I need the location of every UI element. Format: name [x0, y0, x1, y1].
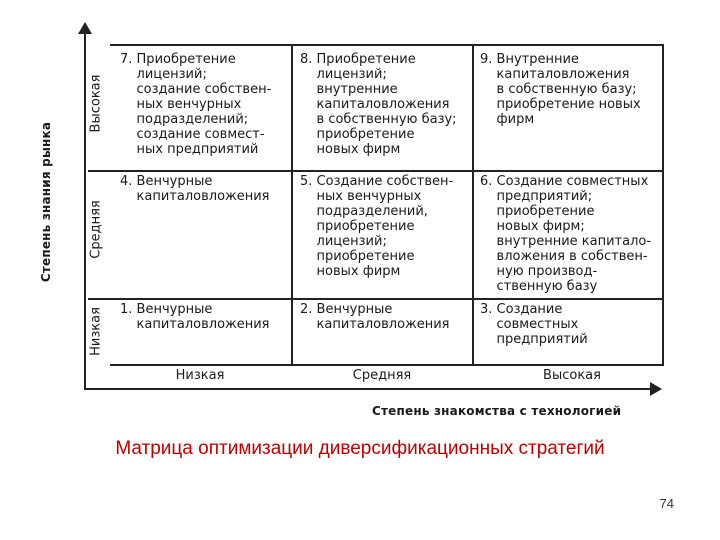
cell-text-line: лицензий; — [300, 67, 387, 82]
matrix-cell-5 — [300, 174, 453, 279]
cell-text-line: предприятий — [480, 332, 588, 347]
matrix-cell-9 — [480, 52, 641, 127]
cell-text-line: в собственную базу; — [300, 112, 457, 127]
x-axis-line — [84, 388, 652, 390]
cell-text-line: 5. Создание собствен- — [300, 174, 454, 189]
x-level-low: Низкая — [175, 368, 225, 383]
cell-text-line: 7. Приобретение — [120, 52, 236, 67]
cell-text-line: 6. Создание совместных — [480, 174, 649, 189]
cell-text-line: совместных — [480, 317, 579, 332]
cell-text-line: внутренние капитало- — [480, 234, 652, 249]
cell-text-line: подразделений; — [120, 112, 249, 127]
y-level-low: Низкая — [88, 307, 104, 356]
cell-text-line: капиталовложения — [300, 97, 450, 112]
cell-text-line: ственную базу — [480, 279, 598, 294]
grid-divider-h2 — [88, 298, 662, 300]
cell-text-line: фирм — [480, 112, 535, 127]
cell-text-line: капиталовложения — [300, 317, 450, 332]
cell-text-line: 1. Венчурные — [120, 302, 213, 317]
x-axis-title: Степень знакомства с технологией — [372, 404, 622, 418]
x-axis-arrow — [650, 382, 662, 396]
cell-text-line: внутренние — [300, 82, 398, 97]
matrix-cell-3 — [480, 302, 588, 347]
cell-text-line: 8. Приобретение — [300, 52, 416, 67]
page-number: 74 — [659, 496, 674, 511]
y-axis-title: Степень знания рынка — [39, 121, 53, 283]
cell-text-line: капиталовложения — [120, 317, 270, 332]
x-level-medium: Средняя — [352, 368, 412, 383]
cell-text-line: приобретение — [300, 127, 415, 142]
cell-text-line: приобретение — [480, 204, 595, 219]
cell-text-line: приобретение новых — [480, 97, 641, 112]
cell-text-line: лицензий; — [300, 234, 387, 249]
cell-text-line: капиталовложения — [480, 67, 630, 82]
x-level-high: Высокая — [543, 368, 601, 383]
cell-text-line: 2. Венчурные — [300, 302, 393, 317]
cell-text-line: лицензий; — [120, 67, 207, 82]
matrix-cell-7 — [120, 52, 271, 157]
cell-text-line: 3. Создание — [480, 302, 563, 317]
cell-text-line: ную производ- — [480, 264, 598, 279]
cell-text-line: ных предприятий — [120, 142, 259, 157]
matrix-cell-1 — [120, 302, 270, 332]
grid-divider-v2 — [472, 46, 474, 364]
cell-text-line: предприятий; — [480, 189, 593, 204]
cell-text-line: приобретение — [300, 219, 415, 234]
grid-divider-h1 — [88, 170, 662, 172]
matrix-cell-8 — [300, 52, 457, 157]
cell-text-line: создание совмест- — [120, 127, 265, 142]
y-axis-line — [84, 30, 86, 388]
y-axis-arrow — [78, 22, 92, 34]
cell-text-line: в собственную базу; — [480, 82, 637, 97]
cell-text-line: новых фирм; — [480, 219, 585, 234]
cell-text-line: приобретение — [300, 249, 415, 264]
matrix-cell-4 — [120, 174, 270, 204]
cell-text-line: вложения в собствен- — [480, 249, 648, 264]
cell-text-line: 9. Внутренние — [480, 52, 579, 67]
slide-caption: Матрица оптимизации диверсификационных стратегий — [115, 438, 605, 459]
y-level-high: Высокая — [88, 74, 104, 133]
matrix-cell-6 — [480, 174, 651, 294]
cell-text-line: ных венчурных — [300, 189, 422, 204]
y-level-medium: Средняя — [88, 200, 104, 259]
grid-divider-v1 — [291, 46, 293, 364]
cell-text-line: новых фирм — [300, 264, 401, 279]
cell-text-line: новых фирм — [300, 142, 401, 157]
matrix-cell-2 — [300, 302, 450, 332]
cell-text-line: подразделений, — [300, 204, 428, 219]
cell-text-line: 4. Венчурные — [120, 174, 213, 189]
cell-text-line: создание собствен- — [120, 82, 272, 97]
cell-text-line: капиталовложения — [120, 189, 270, 204]
cell-text-line: ных венчурных — [120, 97, 242, 112]
